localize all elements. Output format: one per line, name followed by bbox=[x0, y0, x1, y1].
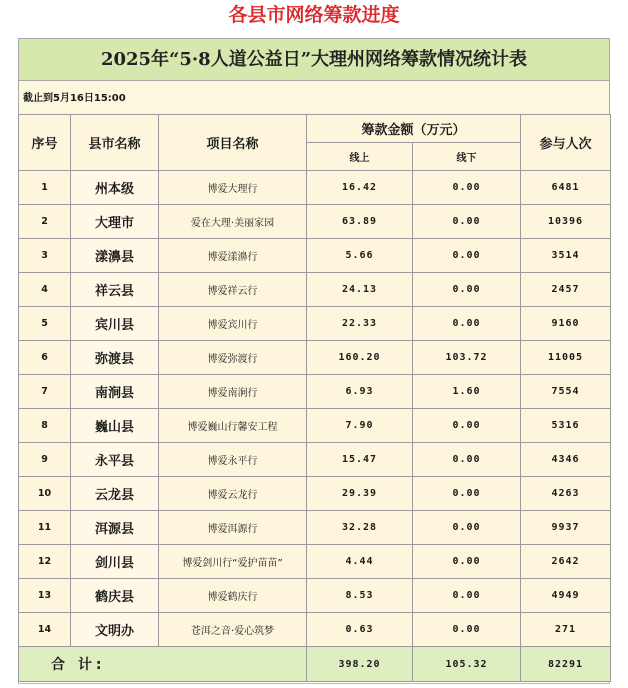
row-county: 鹤庆县 bbox=[71, 579, 159, 613]
table-row bbox=[19, 341, 611, 375]
row-index: 2 bbox=[19, 205, 71, 239]
row-index: 7 bbox=[19, 375, 71, 409]
row-online: 7.90 bbox=[307, 409, 413, 443]
row-offline: 1.60 bbox=[413, 375, 521, 409]
row-county: 巍山县 bbox=[71, 409, 159, 443]
row-offline: 103.72 bbox=[413, 341, 521, 375]
row-project: 苍洱之音·爱心筑梦 bbox=[159, 613, 307, 647]
row-county: 祥云县 bbox=[71, 273, 159, 307]
fundraising-table bbox=[18, 114, 611, 682]
as-of-time: 截止到5月16日15:00 bbox=[18, 81, 610, 114]
table-row bbox=[19, 613, 611, 647]
row-index: 8 bbox=[19, 409, 71, 443]
table-row bbox=[19, 477, 611, 511]
row-offline: 0.00 bbox=[413, 477, 521, 511]
row-online: 8.53 bbox=[307, 579, 413, 613]
table-row bbox=[19, 511, 611, 545]
row-project: 博爱宾川行 bbox=[159, 307, 307, 341]
row-index: 11 bbox=[19, 511, 71, 545]
row-participants: 7554 bbox=[521, 375, 611, 409]
row-index: 14 bbox=[19, 613, 71, 647]
row-offline: 0.00 bbox=[413, 511, 521, 545]
header-amount-group: 筹款金额（万元） bbox=[307, 115, 521, 143]
row-project: 博爱漾濞行 bbox=[159, 239, 307, 273]
total-offline: 105.32 bbox=[413, 647, 521, 682]
row-online: 0.63 bbox=[307, 613, 413, 647]
row-online: 160.20 bbox=[307, 341, 413, 375]
header-county: 县市名称 bbox=[71, 115, 159, 171]
row-index: 10 bbox=[19, 477, 71, 511]
row-offline: 0.00 bbox=[413, 273, 521, 307]
row-offline: 0.00 bbox=[413, 307, 521, 341]
row-participants: 9160 bbox=[521, 307, 611, 341]
row-offline: 0.00 bbox=[413, 613, 521, 647]
row-county: 云龙县 bbox=[71, 477, 159, 511]
row-participants: 4263 bbox=[521, 477, 611, 511]
row-participants: 4346 bbox=[521, 443, 611, 477]
row-online: 5.66 bbox=[307, 239, 413, 273]
table-row bbox=[19, 205, 611, 239]
row-participants: 2457 bbox=[521, 273, 611, 307]
total-label: 合 计: bbox=[19, 647, 307, 682]
header-participants: 参与人次 bbox=[521, 115, 611, 171]
row-online: 6.93 bbox=[307, 375, 413, 409]
row-online: 4.44 bbox=[307, 545, 413, 579]
row-participants: 4949 bbox=[521, 579, 611, 613]
total-online: 398.20 bbox=[307, 647, 413, 682]
row-project: 博爱弥渡行 bbox=[159, 341, 307, 375]
row-offline: 0.00 bbox=[413, 171, 521, 205]
row-participants: 11005 bbox=[521, 341, 611, 375]
row-project: 博爱大理行 bbox=[159, 171, 307, 205]
table-row bbox=[19, 307, 611, 341]
row-project: 博爱南涧行 bbox=[159, 375, 307, 409]
row-project: 博爱鹤庆行 bbox=[159, 579, 307, 613]
row-county: 文明办 bbox=[71, 613, 159, 647]
row-index: 13 bbox=[19, 579, 71, 613]
row-online: 32.28 bbox=[307, 511, 413, 545]
table-row bbox=[19, 239, 611, 273]
header-online: 线上 bbox=[307, 143, 413, 171]
row-county: 剑川县 bbox=[71, 545, 159, 579]
header-offline: 线下 bbox=[413, 143, 521, 171]
row-project: 博爱永平行 bbox=[159, 443, 307, 477]
row-county: 南涧县 bbox=[71, 375, 159, 409]
row-county: 永平县 bbox=[71, 443, 159, 477]
row-county: 宾川县 bbox=[71, 307, 159, 341]
row-participants: 10396 bbox=[521, 205, 611, 239]
row-project: 博爱洱源行 bbox=[159, 511, 307, 545]
row-participants: 2642 bbox=[521, 545, 611, 579]
table-row bbox=[19, 409, 611, 443]
row-participants: 5316 bbox=[521, 409, 611, 443]
header-index: 序号 bbox=[19, 115, 71, 171]
header-project: 项目名称 bbox=[159, 115, 307, 171]
row-county: 弥渡县 bbox=[71, 341, 159, 375]
table-row bbox=[19, 545, 611, 579]
row-project: 博爱剑川行“爱护苗苗” bbox=[159, 545, 307, 579]
row-online: 24.13 bbox=[307, 273, 413, 307]
row-project: 爱在大理·美丽家园 bbox=[159, 205, 307, 239]
row-index: 4 bbox=[19, 273, 71, 307]
row-online: 22.33 bbox=[307, 307, 413, 341]
row-index: 3 bbox=[19, 239, 71, 273]
page-heading: 各县市网络筹款进度 bbox=[228, 4, 400, 26]
row-online: 63.89 bbox=[307, 205, 413, 239]
row-index: 5 bbox=[19, 307, 71, 341]
row-county: 州本级 bbox=[71, 171, 159, 205]
row-offline: 0.00 bbox=[413, 205, 521, 239]
row-index: 12 bbox=[19, 545, 71, 579]
row-participants: 9937 bbox=[521, 511, 611, 545]
row-participants: 3514 bbox=[521, 239, 611, 273]
row-index: 1 bbox=[19, 171, 71, 205]
row-index: 6 bbox=[19, 341, 71, 375]
total-participants: 82291 bbox=[521, 647, 611, 682]
row-county: 洱源县 bbox=[71, 511, 159, 545]
row-participants: 6481 bbox=[521, 171, 611, 205]
row-offline: 0.00 bbox=[413, 443, 521, 477]
row-project: 博爱云龙行 bbox=[159, 477, 307, 511]
row-participants: 271 bbox=[521, 613, 611, 647]
table-row bbox=[19, 171, 611, 205]
row-online: 15.47 bbox=[307, 443, 413, 477]
row-offline: 0.00 bbox=[413, 409, 521, 443]
row-online: 16.42 bbox=[307, 171, 413, 205]
table-row bbox=[19, 579, 611, 613]
row-county: 大理市 bbox=[71, 205, 159, 239]
row-project: 博爱祥云行 bbox=[159, 273, 307, 307]
table-row bbox=[19, 273, 611, 307]
row-county: 漾濞县 bbox=[71, 239, 159, 273]
row-offline: 0.00 bbox=[413, 579, 521, 613]
table-title: 2025年“5·8人道公益日”大理州网络筹款情况统计表 bbox=[18, 38, 610, 81]
total-row bbox=[19, 647, 611, 682]
table-row bbox=[19, 443, 611, 477]
row-offline: 0.00 bbox=[413, 239, 521, 273]
table-row bbox=[19, 375, 611, 409]
row-offline: 0.00 bbox=[413, 545, 521, 579]
row-project: 博爱巍山行馨安工程 bbox=[159, 409, 307, 443]
row-index: 9 bbox=[19, 443, 71, 477]
row-online: 29.39 bbox=[307, 477, 413, 511]
